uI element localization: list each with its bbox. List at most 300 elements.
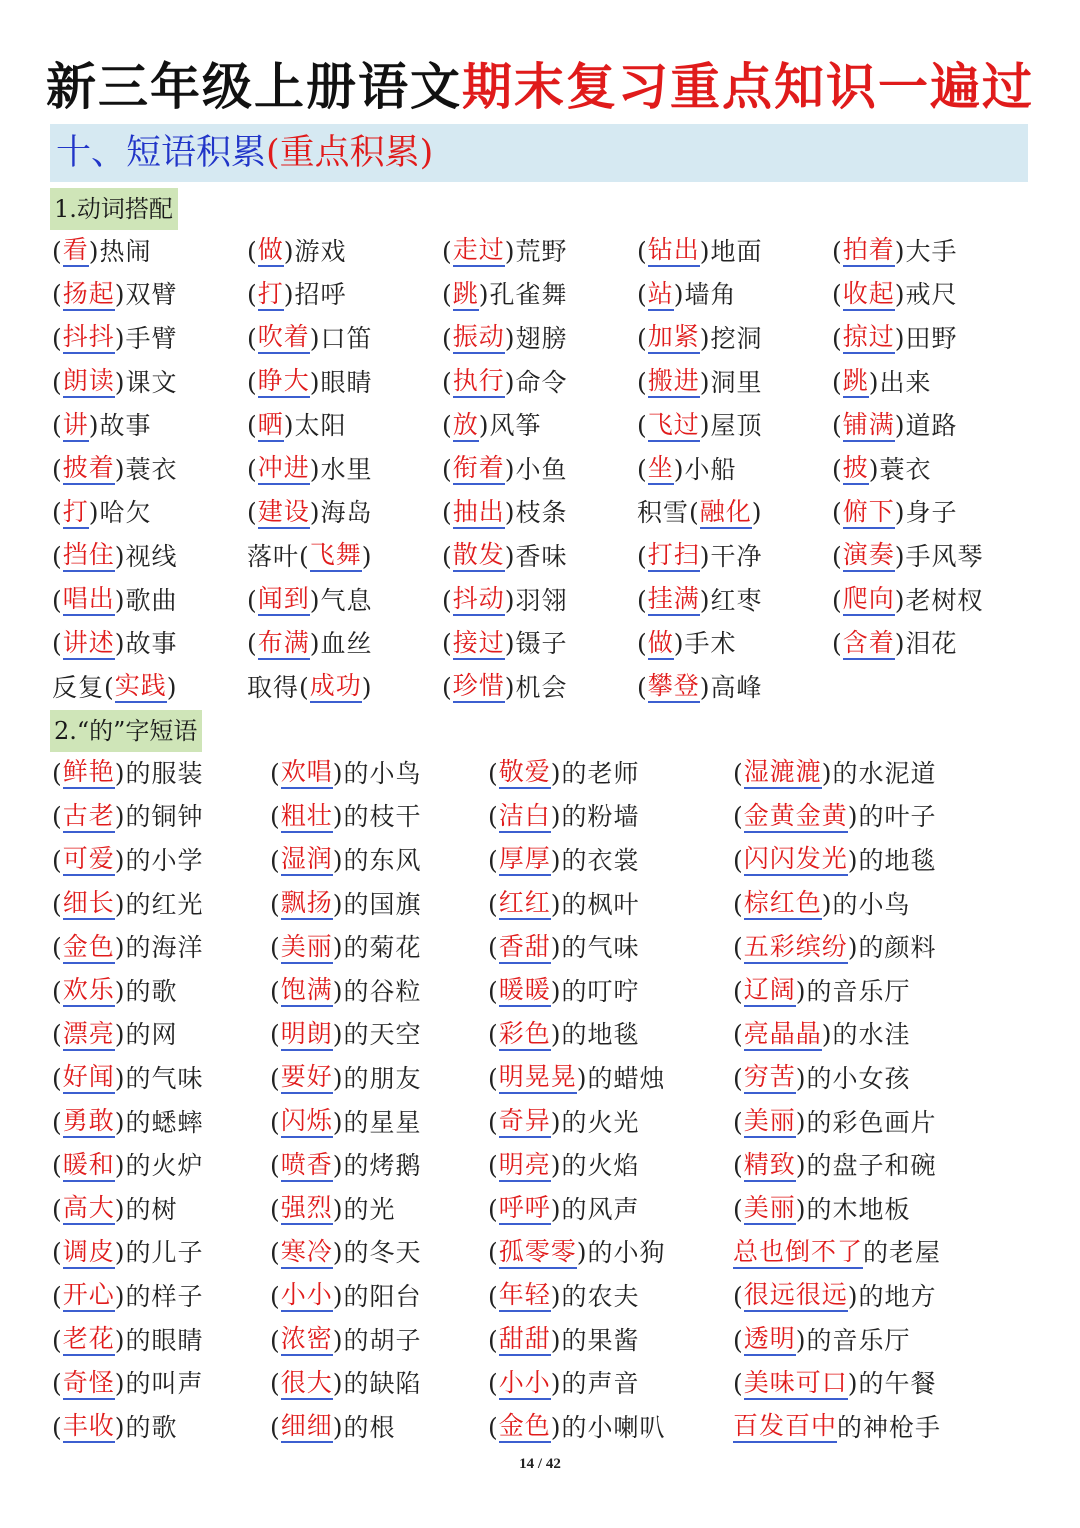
open-bracket: ( [52,1151,63,1181]
close-bracket: ) [332,1020,344,1050]
open-bracket: ( [247,367,258,397]
answer-word: 年轻 [499,1281,551,1312]
phrase-suffix: 翅膀 [515,323,568,353]
phrase-prefix: 取得 [247,672,300,702]
open-bracket: ( [270,845,281,875]
open-bracket: ( [733,889,744,919]
verb-phrase-item [442,230,637,274]
verb-phrase-item [442,535,637,579]
close-bracket: ) [114,1194,126,1224]
answer-word: 打 [258,280,284,311]
close-bracket: ) [309,454,321,484]
answer-word: 开心 [63,1281,115,1312]
close-bracket: ) [847,845,859,875]
phrase-suffix: 的颜料 [858,933,937,963]
answer-word: 钻出 [648,236,700,267]
answer-word: 调皮 [63,1238,115,1269]
phrase-suffix: 孔雀舞 [489,280,568,310]
open-bracket: ( [442,280,453,310]
phrase-suffix: 身子 [905,498,958,528]
close-bracket: ) [576,1238,588,1268]
verb-phrase-item [637,274,832,318]
answer-word: 百发百中 [733,1412,837,1443]
answer-word: 飘扬 [281,889,333,920]
verb-phrase-item [442,274,637,318]
verb-phrase-item [52,579,247,623]
close-bracket: ) [699,672,711,702]
de-phrase-item [488,883,733,927]
open-bracket: ( [832,280,843,310]
open-bracket: ( [247,454,258,484]
answer-word: 接过 [453,629,505,660]
phrase-suffix: 干净 [710,541,763,571]
open-bracket: ( [442,585,453,615]
open-bracket: ( [733,845,744,875]
answer-word: 棕红色 [744,889,822,920]
close-bracket: ) [88,236,100,266]
close-bracket: ) [114,976,126,1006]
close-bracket: ) [504,323,516,353]
verb-phrase-item [442,361,637,405]
de-phrase-item [52,796,270,840]
answer-word: 做 [258,236,284,267]
close-bracket: ) [504,498,516,528]
answer-word: 细长 [63,889,115,920]
verb-phrase-item [52,274,247,318]
open-bracket: ( [442,629,453,659]
close-bracket: ) [332,889,344,919]
close-bracket: ) [114,367,126,397]
close-bracket: ) [894,585,906,615]
phrase-suffix: 手臂 [125,323,178,353]
close-bracket: ) [504,541,516,571]
de-phrase-item [270,1057,488,1101]
close-bracket: ) [821,889,833,919]
verb-phrase-item [247,579,442,623]
phrase-suffix: 的眼睛 [125,1325,204,1355]
answer-word: 金黄金黄 [744,802,848,833]
verb-phrase-item [637,492,832,536]
answer-word: 敬爱 [499,758,551,789]
phrase-suffix: 的老屋 [863,1238,942,1268]
de-phrase-item [270,1362,488,1406]
close-bracket: ) [283,280,295,310]
open-bracket: ( [733,1020,744,1050]
answer-word: 走过 [453,236,505,267]
de-phrase-item [270,1188,488,1232]
de-phrase-item [52,1014,270,1058]
open-bracket: ( [488,1107,499,1137]
open-bracket: ( [733,976,744,1006]
phrase-suffix: 的缺陷 [343,1369,422,1399]
de-phrase-item [270,1275,488,1319]
answer-word: 好闻 [63,1063,115,1094]
open-bracket: ( [637,629,648,659]
phrase-prefix: 落叶 [247,541,300,571]
answer-word: 五彩缤纷 [744,933,848,964]
phrase-suffix: 的菊花 [343,933,422,963]
phrase-suffix: 课文 [125,367,178,397]
answer-word: 美丽 [281,933,333,964]
verb-phrase-item [247,230,442,274]
close-bracket: ) [847,933,859,963]
close-bracket: ) [332,933,344,963]
open-bracket: ( [270,1107,281,1137]
answer-word: 看 [63,236,89,267]
phrase-suffix: 的小鸟 [343,758,422,788]
answer-word: 美味可口 [744,1369,848,1400]
close-bracket: ) [332,845,344,875]
open-bracket: ( [442,541,453,571]
phrase-suffix: 墙角 [684,280,737,310]
close-bracket: ) [114,1325,126,1355]
phrase-suffix: 的衣裳 [561,845,640,875]
answer-word: 飞过 [648,411,700,442]
close-bracket: ) [550,1369,562,1399]
answer-word: 铺满 [843,411,895,442]
close-bracket: ) [504,367,516,397]
close-bracket: ) [361,541,373,571]
verb-phrase-item [442,317,637,361]
phrase-suffix: 眼睛 [320,367,373,397]
de-phrase-item [270,1144,488,1188]
close-bracket: ) [550,1281,562,1311]
de-phrase-item [733,1232,1033,1276]
answer-word: 振动 [453,323,505,354]
de-phrase-item [733,1101,1033,1145]
answer-word: 打扫 [648,541,700,572]
phrase-suffix: 的东风 [343,845,422,875]
phrase-suffix: 的服装 [125,758,204,788]
answer-word: 放 [453,411,479,442]
answer-word: 喷香 [281,1151,333,1182]
de-phrase-item [52,883,270,927]
phrase-suffix: 的天空 [343,1020,422,1050]
close-bracket: ) [795,1194,807,1224]
phrase-suffix: 田野 [905,323,958,353]
open-bracket: ( [442,454,453,484]
verb-phrase-item [247,666,442,710]
close-bracket: ) [894,541,906,571]
close-bracket: ) [332,802,344,832]
open-bracket: ( [488,802,499,832]
open-bracket: ( [270,1238,281,1268]
close-bracket: ) [504,672,516,702]
de-phrase-item [52,1188,270,1232]
close-bracket: ) [868,367,880,397]
verb-phrase-item [247,404,442,448]
answer-word: 珍惜 [453,672,505,703]
phrase-suffix: 的红光 [125,889,204,919]
de-phrase-item [488,1362,733,1406]
answer-word: 吹着 [258,323,310,354]
phrase-suffix: 香味 [515,541,568,571]
open-bracket: ( [270,976,281,1006]
phrase-suffix: 的农夫 [561,1281,640,1311]
open-bracket: ( [832,367,843,397]
answer-word: 挡住 [63,541,115,572]
phrase-suffix: 出来 [879,367,932,397]
open-bracket: ( [52,1020,63,1050]
open-bracket: ( [733,1281,744,1311]
answer-word: 讲 [63,411,89,442]
answer-word: 湿漉漉 [744,758,822,789]
open-bracket: ( [270,1281,281,1311]
de-phrase-item [270,883,488,927]
answer-word: 高大 [63,1194,115,1225]
close-bracket: ) [504,236,516,266]
phrase-suffix: 挖洞 [710,323,763,353]
title-black-part: 新三年级上册语文 [46,57,462,116]
de-phrases-heading: 2.“的”字短语 [50,710,202,752]
close-bracket: ) [332,1194,344,1224]
phrase-suffix: 的蟋蟀 [125,1107,204,1137]
close-bracket: ) [309,629,321,659]
close-bracket: ) [114,454,126,484]
section-heading: 十、短语积累 [56,133,267,173]
open-bracket: ( [733,1063,744,1093]
answer-word: 唱出 [63,585,115,616]
close-bracket: ) [114,1107,126,1137]
answer-word: 奇怪 [63,1369,115,1400]
open-bracket: ( [832,541,843,571]
de-phrase-item [733,1275,1033,1319]
open-bracket: ( [689,498,700,528]
close-bracket: ) [847,1369,859,1399]
verb-phrase-item [832,317,1027,361]
phrase-suffix: 的歌 [125,1412,178,1442]
open-bracket: ( [488,845,499,875]
answer-word: 香甜 [499,933,551,964]
de-phrase-item [270,1232,488,1276]
close-bracket: ) [283,411,295,441]
answer-word: 跳 [453,280,479,311]
open-bracket: ( [52,236,63,266]
answer-word: 跳 [843,367,869,398]
answer-word: 穷苦 [744,1063,796,1094]
answer-word: 抖动 [453,585,505,616]
open-bracket: ( [270,1325,281,1355]
answer-word: 明亮 [499,1151,551,1182]
answer-word: 闪烁 [281,1107,333,1138]
de-phrase-item [488,1014,733,1058]
de-phrase-item [52,970,270,1014]
close-bracket: ) [847,802,859,832]
phrase-suffix: 的火炉 [125,1151,204,1181]
phrase-suffix: 的蜡烛 [587,1063,666,1093]
close-bracket: ) [550,1151,562,1181]
close-bracket: ) [114,1238,126,1268]
verb-phrase-item [832,579,1027,623]
open-bracket: ( [442,498,453,528]
answer-word: 辽阔 [744,976,796,1007]
answer-word: 成功 [310,672,362,703]
answer-word: 闻到 [258,585,310,616]
de-phrase-item [733,926,1033,970]
phrase-suffix: 的气味 [125,1063,204,1093]
open-bracket: ( [733,1151,744,1181]
verb-phrase-item [247,317,442,361]
verb-phrase-item [637,361,832,405]
verb-phrase-item [52,361,247,405]
answer-word: 融化 [700,498,752,529]
phrase-suffix: 的风声 [561,1194,640,1224]
open-bracket: ( [52,280,63,310]
open-bracket: ( [52,585,63,615]
open-bracket: ( [270,1412,281,1442]
close-bracket: ) [795,1325,807,1355]
answer-word: 金色 [63,933,115,964]
phrase-suffix: 老树杈 [905,585,984,615]
de-phrase-item [488,926,733,970]
de-phrase-item [488,1101,733,1145]
answer-word: 挂满 [648,585,700,616]
phrase-suffix: 的盘子和碗 [806,1151,937,1181]
close-bracket: ) [332,1325,344,1355]
answer-word: 洁白 [499,802,551,833]
phrase-suffix: 的小喇叭 [561,1412,666,1442]
open-bracket: ( [442,411,453,441]
open-bracket: ( [637,672,648,702]
phrase-suffix: 的地毯 [858,845,937,875]
verb-phrase-item [52,492,247,536]
close-bracket: ) [699,236,711,266]
answer-word: 呼呼 [499,1194,551,1225]
de-phrase-item [733,752,1033,796]
phrase-suffix: 的小鸟 [832,889,911,919]
open-bracket: ( [488,1063,499,1093]
close-bracket: ) [114,802,126,832]
answer-word: 粗壮 [281,802,333,833]
answer-word: 晒 [258,411,284,442]
answer-word: 建设 [258,498,310,529]
answer-word: 搬进 [648,367,700,398]
close-bracket: ) [114,1151,126,1181]
phrase-suffix: 的声音 [561,1369,640,1399]
close-bracket: ) [699,541,711,571]
phrase-suffix: 的地方 [858,1281,937,1311]
close-bracket: ) [795,976,807,1006]
de-phrase-item [488,1319,733,1363]
open-bracket: ( [488,1325,499,1355]
answer-word: 执行 [453,367,505,398]
open-bracket: ( [488,1194,499,1224]
open-bracket: ( [247,236,258,266]
open-bracket: ( [488,1151,499,1181]
open-bracket: ( [247,323,258,353]
phrase-suffix: 故事 [99,411,152,441]
open-bracket: ( [637,411,648,441]
open-bracket: ( [52,1281,63,1311]
close-bracket: ) [309,498,321,528]
answer-word: 布满 [258,629,310,660]
phrase-suffix: 的火光 [561,1107,640,1137]
phrase-suffix: 的神枪手 [837,1412,942,1442]
answer-word: 湿润 [281,845,333,876]
close-bracket: ) [894,411,906,441]
answer-word: 细细 [281,1412,333,1443]
answer-word: 勇敢 [63,1107,115,1138]
answer-word: 睁大 [258,367,310,398]
answer-word: 可爱 [63,845,115,876]
phrase-suffix: 红枣 [710,585,763,615]
close-bracket: ) [88,411,100,441]
verb-phrase-item [832,361,1027,405]
answer-word: 讲述 [63,629,115,660]
verb-phrase-item [637,666,832,710]
phrase-suffix: 血丝 [320,629,373,659]
answer-word: 含着 [843,629,895,660]
verb-phrase-item [247,361,442,405]
phrase-suffix: 视线 [125,541,178,571]
phrase-suffix: 热闹 [99,236,152,266]
phrase-suffix: 海岛 [320,498,373,528]
open-bracket: ( [832,498,843,528]
verb-phrase-item [637,448,832,492]
phrase-suffix: 地面 [710,236,763,266]
open-bracket: ( [637,585,648,615]
open-bracket: ( [247,629,258,659]
de-phrase-item [52,1057,270,1101]
answer-word: 收起 [843,280,895,311]
open-bracket: ( [733,933,744,963]
answer-word: 欢唱 [281,758,333,789]
phrase-suffix: 的小狗 [587,1238,666,1268]
verb-phrase-item [52,448,247,492]
close-bracket: ) [894,280,906,310]
de-phrase-item [488,1188,733,1232]
verb-phrase-item [637,579,832,623]
close-bracket: ) [795,1063,807,1093]
answer-word: 孤零零 [499,1238,577,1269]
open-bracket: ( [270,889,281,919]
close-bracket: ) [550,1107,562,1137]
answer-word: 红红 [499,889,551,920]
open-bracket: ( [247,498,258,528]
verb-phrase-item [442,492,637,536]
close-bracket: ) [309,323,321,353]
phrase-suffix: 的树 [125,1194,178,1224]
verb-collocation-heading: 1.动词搭配 [50,188,178,230]
phrase-suffix: 的彩色画片 [806,1107,937,1137]
open-bracket: ( [52,976,63,1006]
close-bracket: ) [673,454,685,484]
de-phrase-item [488,970,733,1014]
answer-word: 加紧 [648,323,700,354]
open-bracket: ( [52,889,63,919]
phrase-suffix: 的小女孩 [806,1063,911,1093]
verb-phrase-item [247,448,442,492]
verb-phrase-item [442,448,637,492]
answer-word: 小小 [281,1281,333,1312]
verb-phrase-item [52,404,247,448]
open-bracket: ( [832,323,843,353]
phrase-suffix: 的光 [343,1194,396,1224]
de-phrases-grid [52,752,1033,1450]
verb-phrase-item [442,579,637,623]
verb-phrase-item [442,404,637,448]
close-bracket: ) [332,1281,344,1311]
de-phrase-item [733,839,1033,883]
phrase-prefix: 反复 [52,672,105,702]
answer-word: 俯下 [843,498,895,529]
verb-phrase-item [637,622,832,666]
open-bracket: ( [733,1107,744,1137]
phrase-suffix: 的水泥道 [832,758,937,788]
answer-word: 扬起 [63,280,115,311]
verb-phrase-item [52,535,247,579]
close-bracket: ) [550,758,562,788]
